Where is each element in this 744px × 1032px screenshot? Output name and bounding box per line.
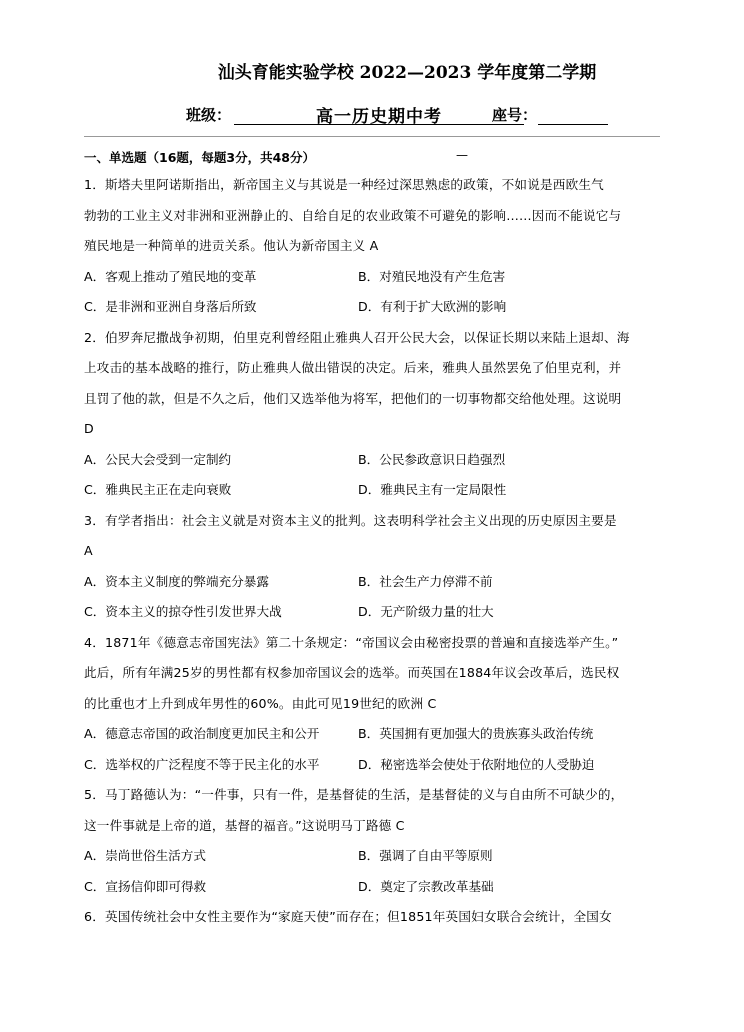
seat-underline xyxy=(538,102,608,125)
answer-option: C．资本主义的掠夺性引发世界大战 xyxy=(84,604,282,619)
answer-option: D．有利于扩大欧洲的影响 xyxy=(358,299,507,314)
answer-option: D．无产阶级力量的壮大 xyxy=(358,604,494,619)
answer-option: D．秘密选举会使处于依附地位的人受胁迫 xyxy=(358,756,595,772)
answer-option: C．选举权的广泛程度不等于民主化的水平 xyxy=(84,756,320,772)
question-text-line: 6．英国传统社会中女性主要作为“家庭天使”而存在；但1851年英国妇女联合会统计，全国女 xyxy=(84,909,612,924)
question-item xyxy=(84,323,664,506)
question-text-line: 殖民地是一种简单的进贡关系。他认为新帝国主义 A xyxy=(84,238,379,253)
option-row xyxy=(84,567,664,598)
option-row xyxy=(84,445,664,476)
question-text-line: 1．斯塔夫里阿诺斯指出，新帝国主义与其说是一种经过深思熟虑的政策，不如说是西欧生气 xyxy=(84,177,604,192)
answer-option: B．对殖民地没有产生危害 xyxy=(358,268,506,284)
exam-title: 汕头育能实验学校 2022—2023 学年度第二学期 xyxy=(217,63,597,83)
answer-option: D．雅典民主有一定局限性 xyxy=(358,482,507,497)
question-text-line: 的比重也才上升到成年男性的60%。由此可见19世纪的欧洲 C xyxy=(84,695,437,711)
question-text-line: 且罚了他的款，但是不久之后，他们又选举他为将军，把他们的一切事物都交给他处理。这说明 xyxy=(84,390,622,406)
answer-option: C．雅典民主正在走向衰败 xyxy=(84,482,232,497)
exam-subject: 高一历史期中考 xyxy=(316,107,442,127)
question-item xyxy=(84,628,664,781)
question-text-line: 5．马丁路德认为：“一件事，只有一件，是基督徒的生活，是基督徒的义与自由所不可缺少的， xyxy=(84,787,624,802)
question-text-line: 此后，所有年满25岁的男性都有权参加帝国议会的选举。而英国在1884年议会改革后，选民权 xyxy=(84,665,620,680)
question-text-line: D xyxy=(84,421,94,436)
answer-option: B．社会生产力停滞不前 xyxy=(358,573,493,589)
stray-dash: — xyxy=(456,148,468,162)
answer-option: C．是非洲和亚洲自身落后所致 xyxy=(84,299,257,314)
option-row xyxy=(84,475,664,506)
answer-option: D．奠定了宗教改革基础 xyxy=(358,878,494,894)
header-divider xyxy=(84,136,660,137)
question-text-line: 2．伯罗奔尼撒战争初期，伯里克利曾经阻止雅典人召开公民大会，以保证长期以来陆上退却、海 xyxy=(84,329,630,345)
answer-option: A．公民大会受到一定制约 xyxy=(84,451,232,467)
answer-option: B．强调了自由平等原则 xyxy=(358,848,493,863)
option-row xyxy=(84,597,664,628)
option-row xyxy=(84,292,664,323)
section-heading: 一、单选题（16题，每题3分，共48分） xyxy=(84,150,315,165)
question-list xyxy=(84,170,664,933)
option-row xyxy=(84,872,664,903)
question-text-line: 上攻击的基本战略的推行，防止雅典人做出错误的决定。后来，雅典人虽然罢免了伯里克利，并 xyxy=(84,360,622,375)
question-text-line: A xyxy=(84,543,93,558)
answer-option: A．德意志帝国的政治制度更加民主和公开 xyxy=(84,726,320,741)
answer-option: A．资本主义制度的弊端充分暴露 xyxy=(84,573,269,589)
answer-option: B．公民参政意识日趋强烈 xyxy=(358,451,506,467)
question-item xyxy=(84,506,664,628)
option-row xyxy=(84,750,664,781)
question-item xyxy=(84,902,664,933)
question-text-line: 勃勃的工业主义对非洲和亚洲静止的、自给自足的农业政策不可避免的影响……因而不能说它与 xyxy=(84,207,622,223)
question-item xyxy=(84,170,664,323)
question-text-line: 这一件事就是上帝的道，基督的福音。”这说明马丁路德 C xyxy=(84,817,405,833)
question-text-line: 3．有学者指出：社会主义就是对资本主义的批判。这表明科学社会主义出现的历史原因主要是 xyxy=(84,512,617,528)
question-item xyxy=(84,780,664,902)
option-row xyxy=(84,262,664,293)
option-row xyxy=(84,719,664,750)
answer-option: A．客观上推动了殖民地的变革 xyxy=(84,268,257,284)
option-row xyxy=(84,841,664,872)
answer-option: C．宣扬信仰即可得救 xyxy=(84,878,207,894)
answer-option: A．崇尚世俗生活方式 xyxy=(84,848,206,863)
answer-option: B．英国拥有更加强大的贵族寡头政治传统 xyxy=(358,726,594,741)
seat-label: 座号： xyxy=(492,106,538,124)
question-text-line: 4．1871年《德意志帝国宪法》第二十条规定：“帝国议会由秘密投票的普遍和直接选举产生。” xyxy=(84,634,619,650)
class-label: 班级： xyxy=(186,106,232,124)
